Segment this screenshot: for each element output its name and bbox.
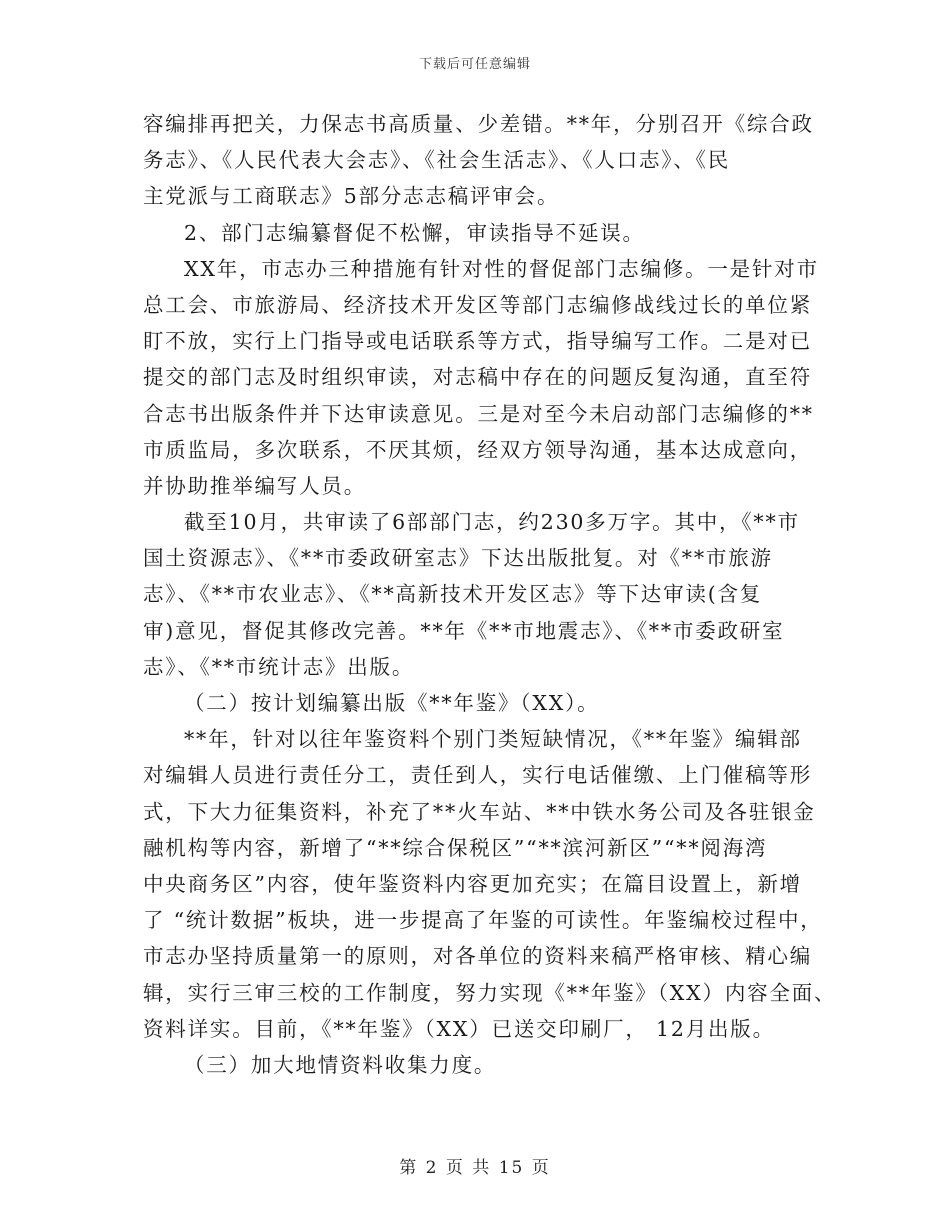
text-line: 审)意见，督促其修改完善。**年《**市地震志》、《**市委政研室 — [143, 618, 785, 643]
text-line: 总工会、市旅游局、经济技术开发区等部门志编修战线过长的单位紧 — [143, 292, 812, 317]
text-line: 融机构等内容，新增了“**综合保税区”“**滨河新区”“**阅海湾 — [143, 835, 768, 860]
text-line: 合志书出版条件并下达审读意见。三是对至今未启动部门志编修的** — [143, 401, 814, 426]
text-line: 对编辑人员进行责任分工，责任到人，实行电话催缴、上门催稿等形 — [143, 763, 812, 788]
text-line: 市志办坚持质量第一的原则，对各单位的资料来稿严格审核、精心编 — [143, 944, 812, 969]
text-line: 提交的部门志及时组织审读，对志稿中存在的问题反复沟通，直至符 — [143, 365, 812, 390]
text-line: 主党派与工商联志》5部分志志稿评审会。 — [143, 184, 560, 209]
text-line: 了 “统计数据”板块，进一步提高了年鉴的可读性。年鉴编校过程中， — [143, 908, 823, 933]
paragraph-start: 截至10月，共审读了6部部门志，约230多万字。其中，《**市 — [184, 510, 800, 535]
text-line: 志》、《**市农业志》、《**高新技术开发区志》等下达审读(含复 — [143, 582, 763, 607]
text-line: 盯不放，实行上门指导或电话联系等方式，指导编写工作。二是对已 — [143, 329, 812, 354]
text-line: 志》、《**市统计志》出版。 — [143, 654, 415, 679]
section-heading: （二）按计划编纂出版《**年鉴》（XX）。 — [184, 691, 600, 715]
section-heading: 2、部门志编纂督促不松懈，审读指导不延误。 — [184, 220, 645, 245]
text-line: 中央商务区”内容，使年鉴资料内容更加充实；在篇目设置上，新增 — [143, 871, 802, 896]
page-footer: 第 2 页 共 15 页 — [399, 1158, 551, 1178]
text-line: 并协助推举编写人员。 — [143, 473, 366, 498]
text-line: 辑，实行三审三校的工作制度，努力实现《**年鉴》（XX）内容全面、 — [143, 980, 837, 1005]
text-line: 务志》、《人民代表大会志》、《社会生活志》、《人口志》、《民 — [143, 148, 730, 173]
paragraph-start: XX年，市志办三种措施有针对性的督促部门志编修。一是针对市 — [184, 256, 819, 281]
document-body — [143, 106, 837, 1083]
text-line: 式，下大力征集资料，补充了**火车站、**中铁水务公司及各驻银金 — [143, 799, 816, 824]
section-heading: （三）加大地情资料收集力度。 — [184, 1052, 497, 1077]
text-line: 市质监局，多次联系，不厌其烦，经双方领导沟通，基本达成意向， — [143, 437, 812, 462]
page-header: 下载后可任意编辑 — [418, 57, 531, 72]
text-line: 国土资源志》、《**市委政研室志》下达出版批复。对《**市旅游 — [143, 546, 773, 571]
paragraph-start: **年，针对以往年鉴资料个别门类短缺情况，《**年鉴》编辑部 — [184, 727, 802, 752]
text-line: 资料详实。目前，《**年鉴》（XX）已送交印刷厂， 12月出版。 — [143, 1016, 775, 1041]
text-line: 容编排再把关，力保志书高质量、少差错。**年，分别召开《综合政 — [143, 112, 814, 136]
